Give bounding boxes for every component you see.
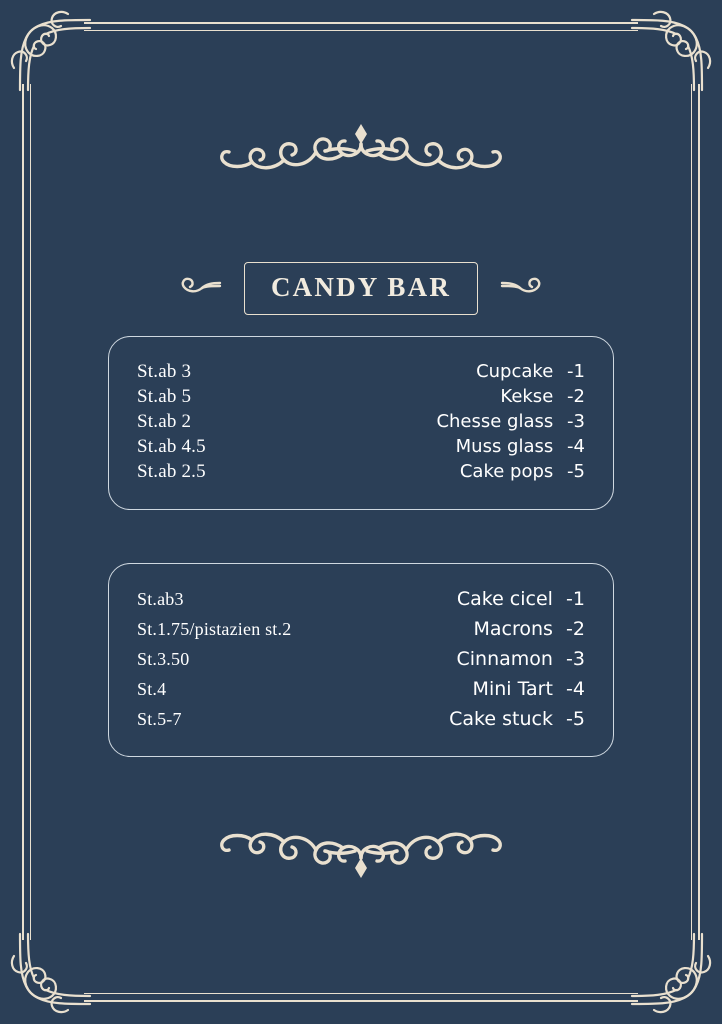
item-label: Mini Tart -4 [472, 678, 585, 700]
item-number: -3 [567, 411, 585, 432]
price-label: St.ab 3 [137, 361, 192, 382]
item-label: Muss glass -4 [455, 436, 585, 457]
title-box [244, 262, 478, 315]
bottom-flourish-icon [216, 805, 506, 884]
item-number: -1 [566, 588, 585, 610]
item-number: -3 [566, 648, 585, 670]
menu-row [137, 708, 585, 730]
corner-scroll-icon [6, 6, 92, 92]
corner-scroll-icon [630, 6, 716, 92]
menu-row [137, 648, 585, 670]
corner-scroll-icon [630, 932, 716, 1018]
item-number: -1 [567, 361, 585, 382]
item-number: -5 [566, 708, 585, 730]
item-number: -2 [566, 618, 585, 640]
price-label: St.1.75/pistazien st.2 [137, 619, 292, 639]
menu-row [137, 436, 585, 458]
small-scroll-icon [178, 275, 222, 302]
price-label: St.ab 4.5 [137, 436, 206, 457]
menu-row [137, 618, 585, 640]
price-label: St.ab 5 [137, 386, 192, 407]
item-label: Cinnamon -3 [456, 648, 585, 670]
item-number: -2 [567, 386, 585, 407]
page-title: CANDY BAR [270, 272, 452, 302]
menu-row [137, 461, 585, 483]
item-label: Kekse -2 [500, 386, 585, 407]
title-row [0, 262, 722, 315]
item-label: Macrons -2 [473, 618, 585, 640]
small-scroll-icon [500, 275, 544, 302]
item-label: Cake stuck -5 [449, 708, 585, 730]
item-label: Cake cicel -1 [456, 588, 585, 610]
item-number: -4 [567, 436, 585, 457]
price-label: St.3.50 [137, 649, 190, 669]
price-label: St.4 [137, 679, 167, 699]
item-number: -5 [567, 461, 585, 482]
menu-row [137, 678, 585, 700]
corner-scroll-icon [6, 932, 92, 1018]
price-label: St.ab 2 [137, 411, 192, 432]
price-label: St.ab 2.5 [137, 461, 206, 482]
item-label: Cake pops -5 [459, 461, 585, 482]
menu-row [137, 411, 585, 433]
price-label: St.ab3 [137, 589, 184, 609]
item-number: -4 [566, 678, 585, 700]
menu-row [137, 386, 585, 408]
candy-bar-list-2 [108, 563, 614, 757]
price-label: St.5-7 [137, 709, 182, 729]
item-label: Chesse glass -3 [436, 411, 585, 432]
candy-bar-list-1 [108, 336, 614, 510]
item-label: Cupcake -1 [476, 361, 585, 382]
menu-row [137, 588, 585, 610]
top-flourish-icon [216, 118, 506, 197]
menu-row [137, 361, 585, 383]
